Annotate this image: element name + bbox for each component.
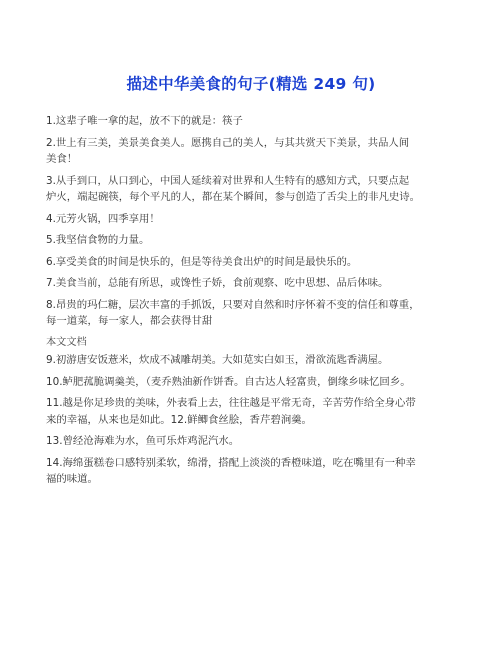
- text-line: 8.昂贵的玛仁糖，层次丰富的手抓饭，只要对自然和时序怀着不变的信任和尊重，: [46, 298, 420, 311]
- paragraph-8: [46, 297, 460, 330]
- text-line: 7.美食当前，总能有所思，或馋性子娇，食前观察、吃中思想、品后体味。: [46, 277, 389, 289]
- text-line: 3.从手到口，从口到心，中国人延续着对世界和人生特有的感知方式，只要点起: [46, 174, 410, 187]
- text-line: 5.我坚信食物的力量。: [46, 234, 150, 246]
- text-line: 1.这辈子唯一拿的起，放不下的就是：筷子: [46, 115, 243, 127]
- text-line: 10.鲈肥菰脆调羹美，（麦乔熟油新作饼香。自古达人轻富贵，倒缘乡味忆回乡。: [46, 375, 411, 388]
- paragraph-6: [46, 254, 460, 271]
- text-line: 2.世上有三美，美景美食美人。愿携自己的美人，与其共赏天下美景，共品人间: [46, 136, 410, 149]
- paragraph-2: [46, 135, 460, 168]
- text-line: 美食！: [46, 153, 78, 165]
- paragraph-5: [46, 232, 460, 249]
- text-line: 炉火，端起碗筷，每个平凡的人，都在某个瞬间，参与创造了舌尖上的非凡史诗。: [46, 191, 421, 203]
- paragraph-4: [46, 211, 460, 228]
- text-line: 9.初游唐安饭薏米，炊成不减雕胡美。大如苋实白如玉，滑欲流匙香满屋。: [46, 354, 389, 366]
- text-line: 11.越是你足珍贵的美味，外表看上去，往往越是平常无奇，辛苦劳作给全身心带: [46, 397, 416, 409]
- paragraph-14: [46, 455, 460, 488]
- text-line: 14.海绵蛋糕卷口感特别柔软，绵滑，搭配上淡淡的香橙味道，吃在嘴里有一种幸: [46, 456, 416, 469]
- paragraph-11: [46, 395, 460, 428]
- text-line: 来的幸福，从来也是如此。12.鲜鲫食丝脍，香芹碧涧羹。: [46, 413, 312, 426]
- paragraph-13: [46, 433, 460, 450]
- text-line: 6.享受美食的时间是快乐的，但是等待美食出炉的时间是最快乐的。: [46, 255, 358, 268]
- paragraph-10: [46, 374, 460, 391]
- text-line: 福的味道。: [46, 473, 98, 485]
- document-note: 本文文档: [46, 336, 87, 348]
- document-body: [46, 113, 460, 493]
- paragraph-3: [46, 173, 460, 206]
- text-line: 4.元芳火锅，四季享用！: [46, 212, 160, 225]
- paragraph-7: [46, 275, 460, 292]
- text-line: 13.曾经沧海难为水，鱼可乐炸鸡泥汽水。: [46, 435, 240, 447]
- paragraph-9: [46, 352, 460, 369]
- text-line: 每一道菜，每一家人，都会获得甘甜: [46, 315, 213, 327]
- document-title: 描述中华美食的句子(精选 249 句): [126, 75, 376, 93]
- paragraph-1: [46, 113, 460, 130]
